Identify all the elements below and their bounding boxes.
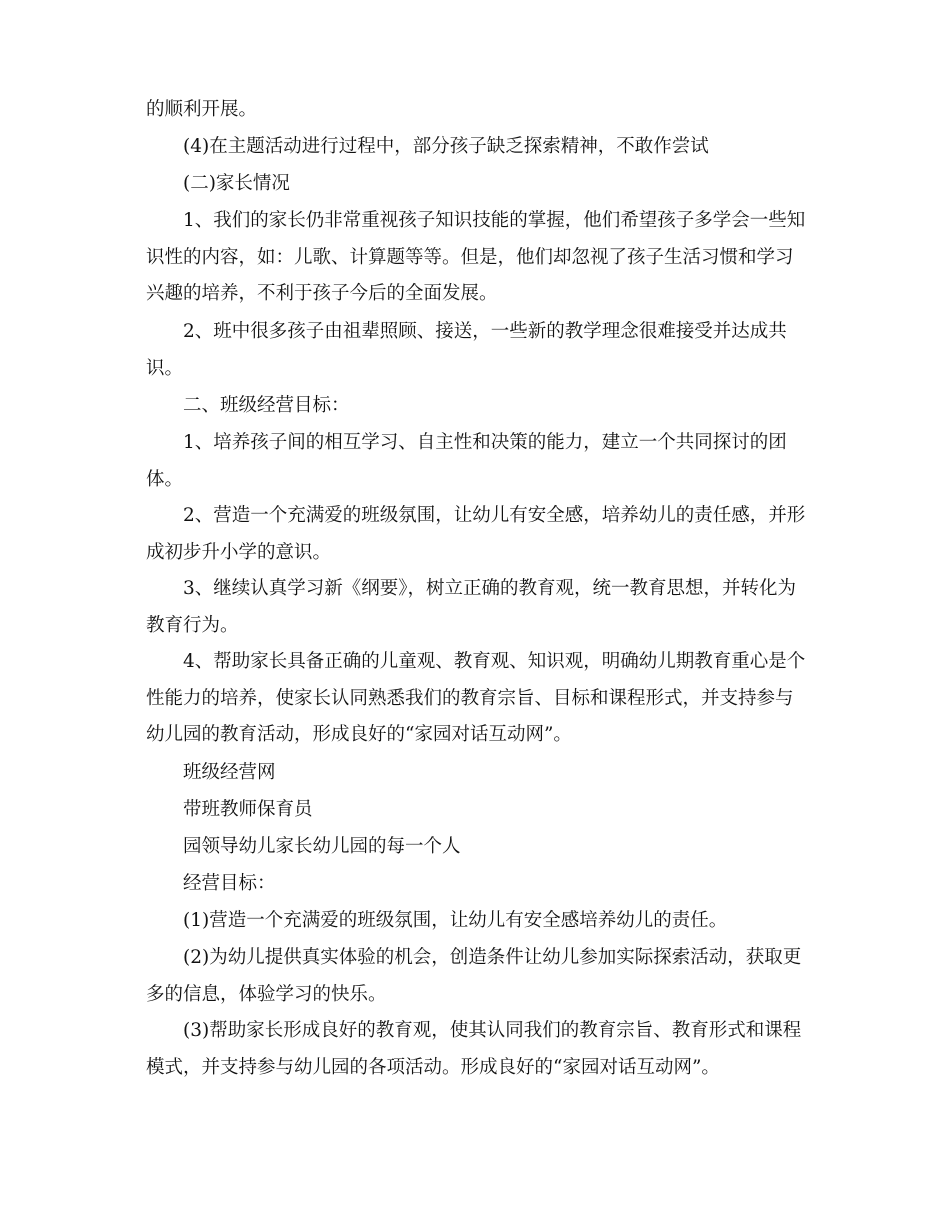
paragraph-line: 识。 [146, 357, 184, 379]
paragraph-line: 2、营造一个充满爱的班级氛围，让幼儿有安全感，培养幼儿的责任感，并形 [183, 505, 806, 526]
paragraph-line: 1、我们的家长仍非常重视孩子知识技能的掌握，他们希望孩子多学会一些知 [183, 210, 806, 231]
paragraph [146, 425, 814, 498]
paragraph [146, 166, 814, 203]
paragraph-line: (3)帮助家长形成良好的教育观，使其认同我们的教育宗旨、教育形式和课程 [183, 1020, 802, 1041]
paragraph [146, 940, 814, 1013]
paragraph-line: 幼儿园的教育活动，形成良好的“家园对话互动网”。 [146, 724, 572, 745]
paragraph-line: 教育行为。 [146, 614, 239, 636]
paragraph-line: 经营目标： [183, 873, 276, 894]
paragraph-line: 体。 [146, 468, 184, 490]
paragraph-line: 识性的内容，如：儿歌、计算题等等。但是，他们却忽视了孩子生活习惯和学习 [146, 246, 794, 268]
paragraph [146, 498, 814, 571]
paragraph [146, 571, 814, 644]
paragraph-line: (1)营造一个充满爱的班级氛围，让幼儿有安全感培养幼儿的责任。 [183, 910, 728, 931]
paragraph [146, 903, 814, 940]
paragraph [146, 129, 814, 166]
paragraph-line: 成初步升小学的意识。 [146, 541, 332, 563]
paragraph [146, 314, 814, 387]
paragraph-line: 多的信息，体验学习的快乐。 [146, 983, 387, 1005]
paragraph [146, 92, 814, 129]
paragraph-line: (二)家长情况 [183, 173, 290, 194]
paragraph [146, 388, 814, 425]
paragraph-line: 兴趣的培养，不利于孩子今后的全面发展。 [146, 283, 498, 304]
paragraph [146, 829, 814, 866]
paragraph-line: 3、继续认真学习新《纲要》，树立正确的教育观，统一教育思想，并转化为 [183, 578, 797, 599]
paragraph-line: 1、培养孩子间的相互学习、自主性和决策的能力，建立一个共同探讨的团 [183, 432, 787, 453]
paragraph-line: 的顺利开展。 [146, 99, 258, 120]
paragraph-line: 模式，并支持参与幼儿园的各项活动。形成良好的“家园对话互动网”。 [146, 1056, 720, 1078]
paragraph [146, 866, 814, 903]
paragraph-line: 2、班中很多孩子由祖辈照顾、接送，一些新的教学理念很难接受并达成共 [183, 321, 787, 342]
paragraph [146, 644, 814, 754]
paragraph [146, 792, 814, 829]
paragraph [146, 203, 814, 313]
paragraph-line: 4、帮助家长具备正确的儿童观、教育观、知识观，明确幼儿期教育重心是个 [183, 651, 806, 672]
paragraph-line: 性能力的培养，使家长认同熟悉我们的教育宗旨、目标和课程形式，并支持参与 [146, 687, 794, 709]
paragraph-line: (2)为幼儿提供真实体验的机会，创造条件让幼儿参加实际探索活动，获取更 [183, 947, 802, 968]
paragraph [146, 755, 814, 792]
paragraph-line: 带班教师保育员 [183, 799, 313, 820]
paragraph-line: (4)在主题活动进行过程中，部分孩子缺乏探索精神，不敢作尝试 [183, 136, 709, 157]
paragraph-line: 班级经营网 [183, 762, 276, 783]
paragraph [146, 1013, 814, 1086]
paragraph-line: 园领导幼儿家长幼儿园的每一个人 [183, 836, 461, 857]
paragraph-line: 二、班级经营目标： [183, 395, 350, 416]
